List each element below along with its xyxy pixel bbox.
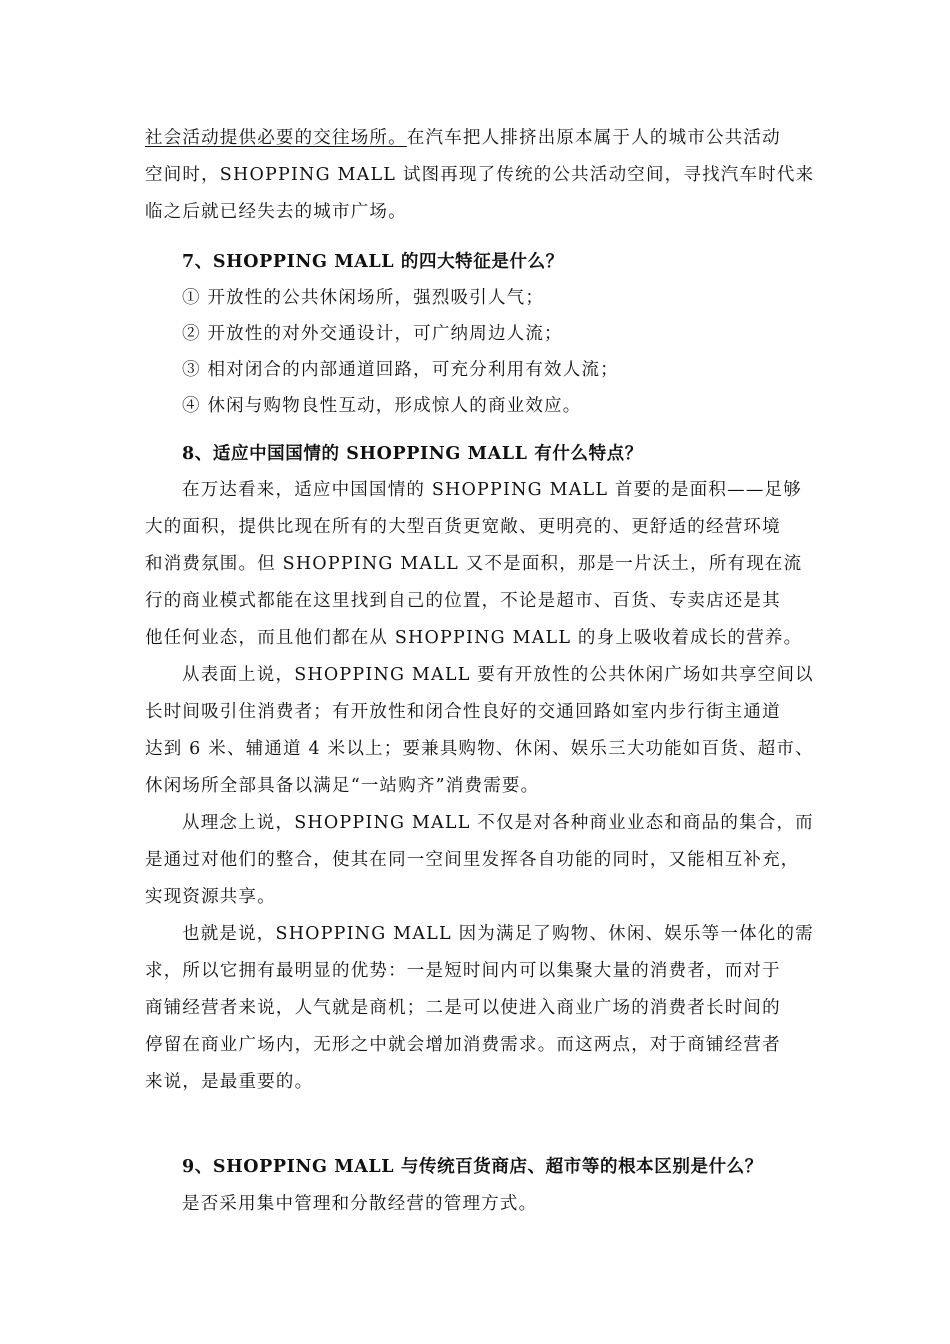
q7-item-3: ③ 相对闭合的内部通道回路，可充分利用有效人流； bbox=[182, 360, 619, 380]
q8-p4-line-1: 也就是说，SHOPPING MALL 因为满足了购物、休闲、娱乐等一体化的需 bbox=[182, 924, 814, 944]
q8-p2-line-1: 从表面上说，SHOPPING MALL 要有开放性的公共休闲广场如共享空间以 bbox=[182, 665, 814, 685]
q7-item-2: ② 开放性的对外交通设计，可广纳周边人流； bbox=[182, 324, 563, 344]
q8-heading: 8、适应中国国情的 SHOPPING MALL 有什么特点？ bbox=[182, 444, 643, 464]
q8-p2-line-2: 长时间吸引住消费者；有开放性和闭合性良好的交通回路如室内步行街主通道 bbox=[145, 702, 781, 722]
q8-p1-line-2: 大的面积，提供比现在所有的大型百货更宽敞、更明亮的、更舒适的经营环境 bbox=[145, 517, 781, 537]
intro-line-2: 空间时，SHOPPING MALL 试图再现了传统的公共活动空间，寻找汽车时代来 bbox=[145, 165, 815, 185]
intro-line-1 bbox=[145, 126, 825, 150]
q9-heading: 9、SHOPPING MALL 与传统百货商店、超市等的根本区别是什么？ bbox=[182, 1157, 763, 1177]
q9-answer: 是否采用集中管理和分散经营的管理方式。 bbox=[182, 1194, 538, 1214]
q7-item-1: ① 开放性的公共休闲场所，强烈吸引人气； bbox=[182, 288, 545, 308]
q8-p1-line-5: 他任何业态，而且他们都在从 SHOPPING MALL 的身上吸收着成长的营养。 bbox=[145, 628, 803, 648]
q8-p1-line-1: 在万达看来，适应中国国情的 SHOPPING MALL 首要的是面积——足够 bbox=[182, 480, 802, 500]
q8-p4-line-2: 求，所以它拥有最明显的优势：一是短时间内可以集聚大量的消费者，而对于 bbox=[145, 961, 781, 981]
q8-p2-line-3: 达到 6 米、辅通道 4 米以上；要兼具购物、休闲、娱乐三大功能如百货、超市、 bbox=[145, 739, 814, 759]
q8-p4-line-4: 停留在商业广场内，无形之中就会增加消费需求。而这两点，对于商铺经营者 bbox=[145, 1035, 781, 1055]
q8-p3-line-3: 实现资源共享。 bbox=[145, 887, 276, 907]
underlined-phrase: 社会活动提供必要的交往场所。 bbox=[145, 128, 407, 148]
q8-p4-line-3: 商铺经营者来说，人气就是商机；二是可以使进入商业广场的消费者长时间的 bbox=[145, 998, 781, 1018]
q8-p1-line-4: 行的商业模式都能在这里找到自己的位置，不论是超市、百货、专卖店还是其 bbox=[145, 591, 781, 611]
q8-p3-line-1: 从理念上说，SHOPPING MALL 不仅是对各种商业业态和商品的集合，而 bbox=[182, 813, 814, 833]
q7-heading: 7、SHOPPING MALL 的四大特征是什么？ bbox=[182, 252, 564, 272]
q7-item-4: ④ 休闲与购物良性互动，形成惊人的商业效应。 bbox=[182, 396, 582, 416]
intro-line-3: 临之后就已经失去的城市广场。 bbox=[145, 202, 407, 222]
q8-p2-line-4: 休闲场所全部具备以满足“一站购齐”消费需要。 bbox=[145, 776, 540, 796]
q8-p1-line-3: 和消费氛围。但 SHOPPING MALL 又不是面积，那是一片沃土，所有现在流 bbox=[145, 554, 803, 574]
q8-p3-line-2: 是通过对他们的整合，使其在同一空间里发挥各自功能的同时，又能相互补充， bbox=[145, 850, 800, 870]
q8-p4-line-5: 来说，是最重要的。 bbox=[145, 1072, 314, 1092]
intro-line-1-rest: 在汽车把人排挤出原本属于人的城市公共活动 bbox=[406, 128, 781, 148]
